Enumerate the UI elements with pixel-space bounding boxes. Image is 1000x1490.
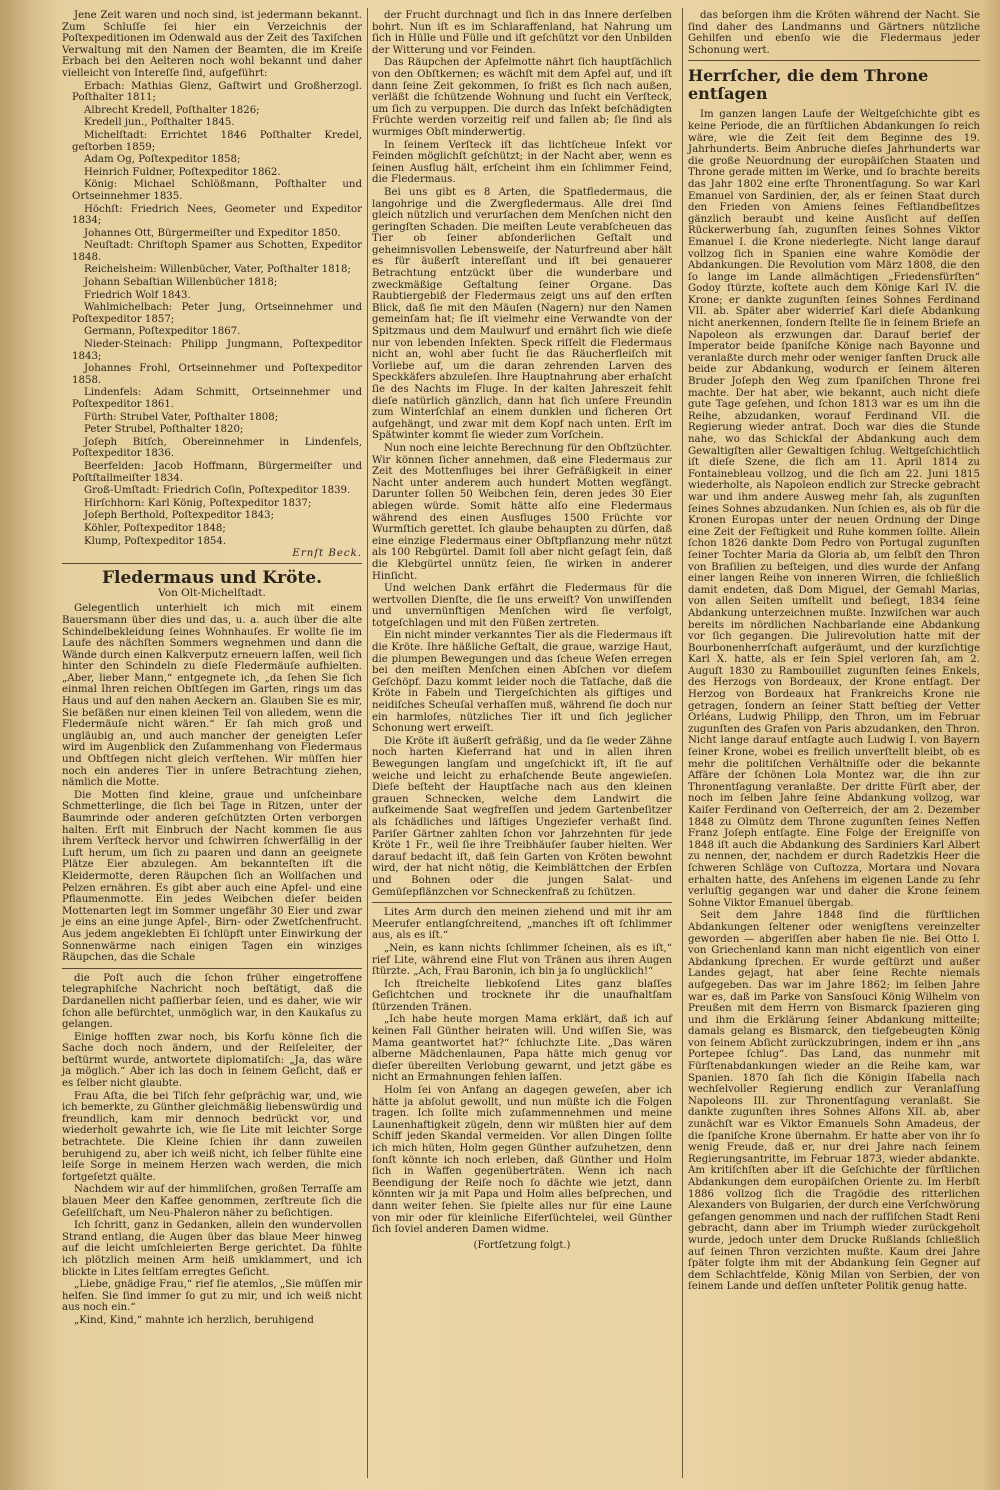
paragraph: Groß-Umſtadt: Friedrich Coſin, Poſtexpeditor 1839. (84, 485, 351, 497)
paragraph: Kredell jun., Poſthalter 1845. (84, 117, 235, 129)
paragraph: Johann Sebaſtian Willenbücher 1818; (84, 277, 278, 289)
paragraph: Holm ſei von Anfang an dagegen geweſen, aber ich hätte ja abſolut gewollt, und nun müßte ich die Folgen tragen. Ich ſollte mich zuſammennehmen und meine Launenhaftigkeit zügeln, denn wir müßten hier auf dem Schiff jeden Skandal vermeiden. Vor allen Dingen ſollte ich mich hüten, Holm gegen Günther aufzuhetzen, denn ſonſt könnte ich noch erleben, daß Günther und Holm ſich in Waffen gegenüberträten. Wenn ich nach Beendigung der Reiſe noch ſo dächte wie jetzt, dann könnten wir ja mit Papa und Holm alles beſprechen, und dann weiter ſehen. Sie ſpielte alles nur für eine Laune von mir oder für kleinliche Eiferſüchtelei, weil Günther ſich ſoviel anderen Damen widme. (372, 1085, 672, 1236)
intro-paragraph: Jene Zeit waren und noch sind, ist jedermann bekannt. Zum Schluſſe ſei hier ein Verzeichnis der Poſtexpeditionen im Odenwald aus der Zeit des Taxiſchen Verwaltung mit den Namen der Beamten, die im Kreiſe Erbach bei den Aelteren noch wohl bekannt und daher vielleicht von Intereſſe ſind, aufgeführt: (62, 10, 362, 79)
paragraph: Hirſchhorn: Karl König, Poſtexpeditor 1837; (84, 497, 312, 509)
article-headline: Herrſcher, die dem Throne entſagen (688, 66, 929, 104)
paragraph: Lindenfels: Adam Schmitt, Ortseinnehmer und Poſtexpeditor 1861. (72, 387, 362, 410)
continuation-note: (Fortſetzung folgt.) (473, 1239, 571, 1251)
paragraph: Das Räupchen der Apfelmotte nährt ſich hauptſächlich von den Obſtkernen; es wächſt mit dem Apfel auf, und iſt dann ſeine Zeit gekommen, ſo frißt es ſich nach außen, verläßt die ſchützende Wohnung und ſucht ein Verſteck, um ſich zu verpuppen. Die durch das Inſekt beſchädigten Früchte werden vorzeitig reif und fallen ab; ſie ſind als wurmiges Obſt minderwertig. (372, 57, 672, 138)
author-signature: Ernſt Beck. (292, 548, 362, 560)
paragraph: „Liebe, gnädige Frau,“ rief ſie atemlos, „Sie müſſen mir helfen. Sie ſind immer ſo gut zu mir, und ich weiß nicht aus noch ein.“ (62, 1279, 362, 1314)
article-end: das beſorgen ihm die Kröten während der Nacht. Sie ſind daher des Landmanns und Gärtners nützliche Gehilfen und ebenſo wie die Fledermaus jeder Schonung wert. (688, 10, 980, 56)
paragraph: Germann, Poſtexpeditor 1867. (84, 326, 241, 338)
paragraph: Neuſtadt: Chriſtoph Spamer aus Schotten, Expeditor 1848. (72, 240, 362, 263)
paragraph: Ein nicht minder verkanntes Tier als die Fledermaus iſt die Kröte. Ihre häßliche Geſtalt, die graue, warzige Haut, die plumpen Bewegungen und das ſcheue Weſen erregen bei den meiſten Menſchen einen Abſchen vor dieſem Geſchöpf. Dazu kommt leider noch die Tatſache, daß die Kröte in Fabeln und Tiergeſchichten als giftiges und neidiſches Scheuſal verhaſſen muß, während ſie doch nur ein harmloſes, nützliches Tier iſt und ſich jeglicher Schonung wert erweiſt. (372, 630, 672, 735)
paragraph: Klump, Poſtexpeditor 1854. (84, 535, 227, 547)
paragraph: Heinrich Fuldner, Poſtexpeditor 1862. (84, 166, 281, 178)
post-list (62, 81, 362, 548)
paragraph: Reichelsheim: Willenbücher, Vater, Poſthalter 1818; (84, 264, 351, 276)
article-headline: Fledermaus und Kröte. (101, 567, 323, 588)
paragraph: Wahlmichelbach: Peter Jung, Ortseinnehmer und Poſtexpeditor 1857; (72, 302, 362, 325)
paragraph: Und welchen Dank erfährt die Fledermaus für die wertvollen Dienſte, die ſie uns erweiſt? Von unwiſſenden und unvernünftigen Menſchen wird ſie verfolgt, totgeſchlagen und mit den Füßen zertreten. (372, 583, 672, 629)
page-edge-shadow (982, 0, 1000, 1490)
serial-story (372, 907, 672, 1236)
paragraph: Lites Arm durch den meinen ziehend und mit ihr am Meerufer entlangſchreitend, „manches iſt oft ſchlimmer aus, als es iſt.“ (372, 907, 672, 942)
separator (688, 60, 980, 61)
binding-shadow (0, 0, 58, 1490)
paragraph: Höchſt: Friedrich Nees, Geometer und Expeditor 1834; (72, 203, 362, 227)
paragraph: Joſeph Bitſch, Obereinnehmer in Lindenfels, Poſtexpeditor 1836. (72, 436, 362, 460)
paragraph: Im ganzen langen Laufe der Weltgeſchichte gibt es keine Periode, die an fürſtlichen Abdankungen ſo reich wäre, wie die Zeit ſeit dem Beginne des 19. Jahrhunderts. Beim Anbruche dieſes Jahrhunderts war die große Neuordnung der europäiſchen Staaten und Throne gerade mitten im Werke, und ſo brachte bereits das Jahr 1802 eine erſte Thronentſagung. So war Karl Emanuel von Sardinien, der, als er ſeinen Staat durch den Frieden von Amiens ſeines Feſtlandbeſitzes gänzlich beraubt und keine Ausſicht auf deſſen Rückerwerbung ſah, zugunſten ſeines Sohnes Viktor Emanuel I. die Krone niederlegte. Nicht lange darauf vollzog ſich in Spanien eine wahre Komödie der Abdankungen. Die Revolution vom März 1808, die den ſo lange im Lande allmächtigen „Friedensfürſten“ Godoy ſtürzte, koſtete auch dem Könige Karl IV. die Krone; er dankte zugunſten ſeines Sohnes Ferdinand VII. ab. Später aber widerrief Karl dieſe Abdankung nicht anerkennen, ſondern ſtellte ſie in ſeinem Briefe an Napoleon als erzwungen dar. Darauf berief der Imperator beide ſpaniſche Könige nach Bayonne und veranlaßte durch mehr oder weniger ſanften Druck alle beide zur Abdankung, wodurch er ſeinem älteren Bruder Joſeph den Weg zum ſpaniſchen Throne frei machte. Der hat aber, wie bekannt, auch nicht dieſe gute Tage geſehen, und ſchon 1813 war es um ihn die Reihe, abzudanken, worauf Ferdinand VII. die Regierung wieder antrat. Doch war dies die Stunde nahe, wo das Schickſal der Abdankung auch dem Gewaltigſten aller Gewaltigen ſchlug. Weltgeſchichtlich iſt dieſe Szene, die ſich am 11. April 1814 zu Fontainebleau vollzog, und die ſich am 22. Juni 1815 wiederholte, als Napoleon endlich zur Strecke gebracht war und ihm andere Ausweg mehr ſah, als zugunſten ſeines Sohnes abzudanken. Nun ſchien es, als ob für die Kronen Europas unter der neuen Ordnung der Dinge eine Zeit der Feſtigkeit und Ruhe kommen ſollte. Allein ſchon 1826 dankte Dom Pedro von Portugal zugunſten ſeiner Tochter Maria da Gloria ab, um ſelbſt den Thron von Braſilien zu beſteigen, und dies wurde der Anfang einer langen Reihe von inneren Wirren, die ſchließlich damit endeten, daß Dom Miguel, der Gemahl Marias, von allen Seiten umſtellt und beſiegt, 1834 ſeine Abdankung unterzeichnen mußte. Inzwiſchen war auch bereits im nördlichen Nachbarlande eine Abdankung vor ſich gegangen. Die Julirevolution hatte mit der Bourbonenherrſchaft aufgeräumt, und der kurzſichtige Karl X. hatte, als er ſein Spiel verloren ſah, am 2. Auguſt 1830 zu Rambouillet zugunſten ſeines Enkels, des Herzogs von Bordeaux, der Krone entſagt. Der Herzog von Bordeaux hat Frankreichs Krone nie getragen, ſondern an ſeiner Statt beſtieg der Vetter Orléans, Ludwig Philipp, den Thron, um im Februar zugunſten des Grafen von Paris abzudanken, den Thron. Nicht lange darauf entſagte auch Ludwig I. von Bayern ſeiner Krone, wobei es freilich unverſtellt bleibt, ob es mehr die politiſchen Verhältniſſe oder die bekannte Affäre der ſchönen Lola Montez war, die ihn zur Thronentſagung veranlaßte. Der dritte Fürſt aber, der noch im ſelben Jahre ſeine Abdankung vollzog, war Kaiſer Ferdinand von Oeſterreich, der am 2. Dezember 1848 zu Olmütz dem Throne zugunſten ſeines Neffen Franz Joſeph entſagte. Eine Folge der Ereigniſſe von 1848 iſt auch die Abdankung des Sardiniers Karl Albert zu nennen, der, nachdem er durch Radetzkis Heer die ſchweren Schläge von Cuſtozza, Mortara und Novara erhalten hatte, des Anſehens im eigenen Lande zu ſehr verluſtig gegangen war und daher die Krone ſeinem Sohne Viktor Emanuel übergab. (688, 109, 980, 909)
paragraph: Die Kröte iſt äußerſt gefräßig, und da ſie weder Zähne noch harten Kieferrand hat und in allen ihren Bewegungen langſam und ungeſchickt iſt, iſt ſie auf weiche und leicht zu erhaſchende Beute angewieſen. Dieſe beſteht der Hauptſache nach aus den kleinen grauen Schnecken, welche dem Landwirt die aufkeimende Saat wegfreſſen und jedem Gartenbeſitzer als ſchädliches und läſtiges Ungeziefer verhaßt ſind. Pariſer Gärtner zahlten ſchon vor Jahrzehnten für jede Kröte 1 Fr., weil ſie ihre Treibhäuſer ſauber hielten. Wer darauf bedacht iſt, daß ſein Garten von Kröten bewohnt wird, der hat nicht nötig, die Keimblättchen der Erbſen und Bohnen oder die jungen Salat- und Gemüſepflänzchen vor Schneckenfraß zu ſchützen. (372, 735, 672, 898)
paragraph: In ſeinem Verſteck iſt das lichtſcheue Inſekt vor Feinden möglichſt geſchützt; in der Nacht aber, wenn es ſeinen Ausflug hält, erſcheint ihm ein ſchlimmer Feind, die Fledermaus. (372, 139, 672, 186)
paragraph: Joſeph Berthold, Poſtexpeditor 1843; (84, 510, 275, 522)
column-3 (688, 10, 980, 1294)
column-1 (62, 10, 362, 1328)
paragraph: Friedrich Wolf 1843. (84, 289, 191, 301)
paragraph: Adam Og, Poſtexpeditor 1858; (84, 154, 241, 166)
separator (372, 902, 672, 903)
paragraph: Seit dem Jahre 1848 ſind die fürſtlichen Abdankungen ſeltener oder wenigſtens vereinzelter geworden — abgeriſſen aber haben ſie nie. Bei Otto I. von Griechenland kann man nicht eigentlich von einer Abdankung ſprechen. Er wurde geſtürzt und außer Landes gejagt, hat aber ſeine Rechte niemals aufgegeben. Das war im Jahre 1862; im ſelben Jahre war es, daß im Parke von Sansſouci König Wilhelm von Preußen mit dem Herrn von Bismarck ſpazieren ging und ihm die Erklärung ſeiner Abdankung mitteilte; damals gelang es Bismarck, den tiefgebeugten König von ſeinem Abſicht zurückzubringen, indem er ihn „ans Portepee ſchlug“. Das Land, das nunmehr mit Fürſtenabdankungen wieder an die Reihe kam, war Spanien. 1870 ſah ſich die Königin Iſabella nach wechſelvoller Regierung endlich zur Veranlaſſung Napoleons III. zur Thronentſagung veranlaßt. Sie dankte zugunſten ihres Sohnes Alfons XII. ab, aber zunächſt war es Viktor Emanuels Sohn Amadeus, der die ſpaniſche Krone übernahm. Er hatte aber von ihr ſo wenig Freude, daß er, nur drei Jahre nach ſeinem Regierungsantritte, im Februar 1873, wieder abdankte. Am kritiſchſten aber iſt die Geſchichte der fürſtlichen Abdankungen dem europäiſchen Oriente zu. Im Herbſt 1886 vollzog ſich die Tragödie des ritterlichen Alexanders von Bulgarien, der durch eine Verſchwörung gefangen genommen und nach der ruſſiſchen Stadt Reni gebracht, dann aber im Triumph wieder zurückgeholt wurde, jedoch unter dem Drucke Rußlands ſchließlich auf ſeinen Thron verzichten mußte. Kaum drei Jahre ſpäter folgte ihm mit der Abdankung ſein Gegner auf dem Schlachtfelde, König Milan von Serbien, der von ſeinem Lande und deſſen unſteter Politik genug hatte. (688, 910, 980, 1293)
paragraph: Ich ſtreichelte liebkoſend Lites ganz blaſſes Geſichtchen und trocknete ihr die unaufhaltſam ſtürzenden Tränen. (372, 978, 672, 1013)
article-byline: Von Olt-Michelſtadt. (158, 586, 266, 599)
paragraph: „Ich habe heute morgen Mama erklärt, daß ich auf keinen Fall Günther heiraten will. Und wiſſen Sie, was Mama geantwortet hat?“ ſchluchzte Lite. „Das wären alberne Mädchenlaunen, Papa hätte mich genug vor dieſer übereilten Verlobung gewarnt, und jetzt gäbe es nicht an Ermahnungen fehlen laſſen. (372, 1014, 672, 1084)
paragraph: Erbach: Mathias Glenz, Gaſtwirt und Großherzogl. Poſthalter 1811; (72, 80, 362, 104)
paragraph: Nun noch eine leichte Berechnung für den Obſtzüchter. Wir können ſicher annehmen, daß eine Fledermaus zur Zeit des Mottenfluges bei ihrer Gefräßigkeit in einer Nacht unter anderem auch hundert Motten wegfängt. Darunter ſollen 50 Weibchen ſein, deren jedes 30 Eier ablegen würde. Somit hätte alſo eine Fledermaus während des einen Ausfluges 1500 Früchte vor Wurmſtich gerettet. Ich glaube behaupten zu dürfen, daß eine einzige Fledermaus einer Obſtpflanzung mehr nützt als 100 Rebgürtel. Damit ſoll aber nicht geſagt ſein, daß die Klebgürtel unnütz ſeien, ſie wirken in anderer Hinſicht. (372, 442, 672, 582)
serial-story (62, 973, 362, 1327)
article-body (688, 109, 980, 1293)
paragraph: Johannes Ott, Bürgermeiſter und Expeditor 1850. (84, 227, 341, 239)
paragraph: der Frucht durchnagt und ſich in das Innere derſelben bohrt. Nun iſt es im Schlaraffenland, hat Nahrung um ſich in Hülle und Fülle und iſt geſchützt vor den Unbilden der Witterung und vor Feinden. (372, 10, 672, 56)
paragraph: Einige hofften zwar noch, bis Korfu könne ſich die Sache doch noch ändern, und der Reiſeleiter, der beſtürmt wurde, antwortete diplomatiſch: „Ja, das wäre ja möglich.“ Aber ich las doch in ſeinem Geſicht, daß er es ſelber nicht glaubte. (62, 1031, 362, 1090)
paragraph: Gelegentlich unterhielt ich mich mit einem Bauersmann über dies und das, u. a. auch über die alte Schindelbekleidung ſeines Wohnhauſes. Er wollte ſie im Laufe des nächſten Sommers wegnehmen und dann die Wände durch einen Kalkverputz erneuern laſſen, weil ſich hinter den Schindeln zu dieſe Fledermäuſe aufhielten. „Aber, lieber Mann,“ entgegnete ich, „da ſehen Sie ſich einmal Ihren reichen Obſtſegen im Garten, rings um das Haus und auf den nahen Aeckern an. Glauben Sie es mir, Sie beſäßen nur einen kleinen Teil von alledem, wenn die Fledermäuſe nicht wären.“ Er ſah mich groß und ungläubig an, und auch mancher der geneigten Leſer wird im Augenblick den Zuſammenhang von Fledermaus und Obſtſegen nicht gleich verſtehen. Wir müſſen hier noch ein anderes Tier in unſere Betrachtung ziehen, nämlich die Motte. (62, 603, 362, 789)
paragraph: Ich ſchritt, ganz in Gedanken, allein den wundervollen Strand entlang, die Augen über das blaue Meer hinweg auf die leicht umſchleierten Berge gerichtet. Da fühlte ich plötzlich meinen Arm heiß umklammert, und ich blickte in Lites ſeltſam erregtes Geſicht. (62, 1220, 362, 1278)
column-2 (372, 10, 672, 1251)
separator (62, 968, 362, 969)
paragraph: „Nein, es kann nichts ſchlimmer ſcheinen, als es iſt,“ rief Lite, während eine Flut von Tränen aus ihren Augen ſtürzte. „Ach, Frau Baronin, ich bin ja ſo unglücklich!“ (372, 942, 672, 978)
paragraph: König: Michael Schlößmann, Poſthalter und Ortseinnehmer 1835. (72, 179, 362, 202)
paragraph: die Poſt auch die ſchon früher eingetroffene telegraphiſche Nachricht noch beſtätigt, daß die Dardanellen nicht paſſierbar ſeien, und es daher, wie wir ſchon alle befürchtet, unmöglich war, in den Kaukaſus zu gelangen. (62, 972, 362, 1031)
paragraph: Nachdem wir auf der himmliſchen, großen Terraſſe am blauen Meer den Kaffee genommen, zerſtreute ſich die Geſellſchaft, um Neu-Phaleron näher zu beſichtigen. (62, 1184, 362, 1219)
paragraph: Frau Aſta, die bei Tiſch ſehr geſprächig war, und, wie ich bemerkte, zu Günther gleichmäßig liebenswürdig und freundlich, kam mir dennoch bedrückt vor, und wiederholt gewahrte ich, wie ſie Lite mit leichter Sorge betrachtete. Die Kleine ſchien ihr dann zuweilen beruhigend zu, aber ich weiß nicht, ich ſelber fühlte eine leiſe Sorge in meinem Herzen wach werden, die mich fortgeſetzt quälte. (62, 1090, 362, 1183)
paragraph: Johannes Frohl, Ortseinnehmer und Poſtexpeditor 1858. (72, 363, 362, 386)
paragraph: Nieder-Steinach: Philipp Jungmann, Poſtexpeditor 1843; (72, 339, 362, 362)
column-rule-1 (367, 8, 368, 1478)
paragraph: Peter Strubel, Poſthalter 1820; (84, 424, 244, 436)
paragraph: Köhler, Poſtexpeditor 1848; (84, 522, 226, 534)
article-body (372, 10, 672, 898)
separator (62, 563, 362, 564)
paragraph: Michelſtadt: Errichtet 1846 Poſthalter Kredel, geſtorben 1859; (72, 129, 362, 153)
paragraph: Albrecht Kredell, Poſthalter 1826; (84, 104, 260, 116)
article-body (62, 603, 362, 963)
paragraph: Fürth: Strubel Vater, Poſthalter 1808; (84, 411, 279, 423)
paragraph: Die Motten ſind kleine, graue und unſcheinbare Schmetterlinge, die ſich bei Tage in Ritzen, unter der Baumrinde oder anderen geſchützten Orten verborgen halten. Erſt mit Einbruch der Nacht kommen ſie aus ihrem Verſteck hervor und ſchwirren ſchwerfällig in der Luft herum, um ſich zu paaren und dann an geeignete Plätze Eier abzulegen. Am bekannteſten iſt die Kleidermotte, deren Räupchen ſich an Wollſachen und Pelzen ernähren. Es gibt aber auch eine Apfel- und eine Pflaumenmotte. Ein jedes Weibchen dieſer beiden Mottenarten legt im Sommer ungefähr 30 Eier und zwar je eins an eine junge Apfel-, Birn- oder Zwetſchenfrucht. Aus jedem angeklebten Ei ſchlüpft unter Einwirkung der Sonnenwärme nach einigen Tagen ein winziges Räupchen, das die Schale (62, 789, 362, 964)
paragraph: Beerfelden: Jacob Hoffmann, Bürgermeiſter und Poſtſtallmeiſter 1834. (72, 460, 362, 484)
paragraph: Bei uns gibt es 8 Arten, die Spatfledermaus, die langohrige und die Zwergfledermaus. Alle drei ſind gleich nützlich und verurſachen dem Menſchen nicht den geringſten Schaden. Die meiſten Leute verabſcheuen das Tier ob ſeiner abſonderlichen Geſtalt und geheimnisvollen Lebensweiſe, der Naturfreund aber hält es für äußerſt intereſſant und iſt bei genauerer Betrachtung entzückt über die wunderbare und zweckmäßige Geſtaltung ſeiner Organe. Das Raubtiergebiß der Fledermaus zeigt uns auf den erſten Blick, daß ſie mit den Mäuſen (Nagern) nur den Namen gemeinſam hat; ſie iſt vielmehr eine Verwandte von der Spitzmaus und dem Maulwurf und ernährt ſich wie dieſe nur von lebenden Inſekten. Speck riſſelt die Fledermaus nicht an, wohl aber ſucht ſie das Räucherfleiſch mit Vorliebe auf, um die daran zehrenden Larven des Speckkäfers abzuleſen. Ihre Hauptnahrung aber erhaſcht ſie des Nachts im Fluge. In der kalten Jahreszeit fehlt dieſe natürlich gänzlich, dann hat ſich unſere Freundin zum Winterſchlaf an einem dunklen und ſicheren Ort aufgehängt, und zwar mit dem Kopf nach unten. Erſt im Spätwinter kommt ſie wieder zum Vorſchein. (372, 186, 672, 442)
paragraph: „Kind, Kind,“ mahnte ich herzlich, beruhigend (74, 1314, 314, 1326)
column-rule-2 (682, 8, 683, 1478)
